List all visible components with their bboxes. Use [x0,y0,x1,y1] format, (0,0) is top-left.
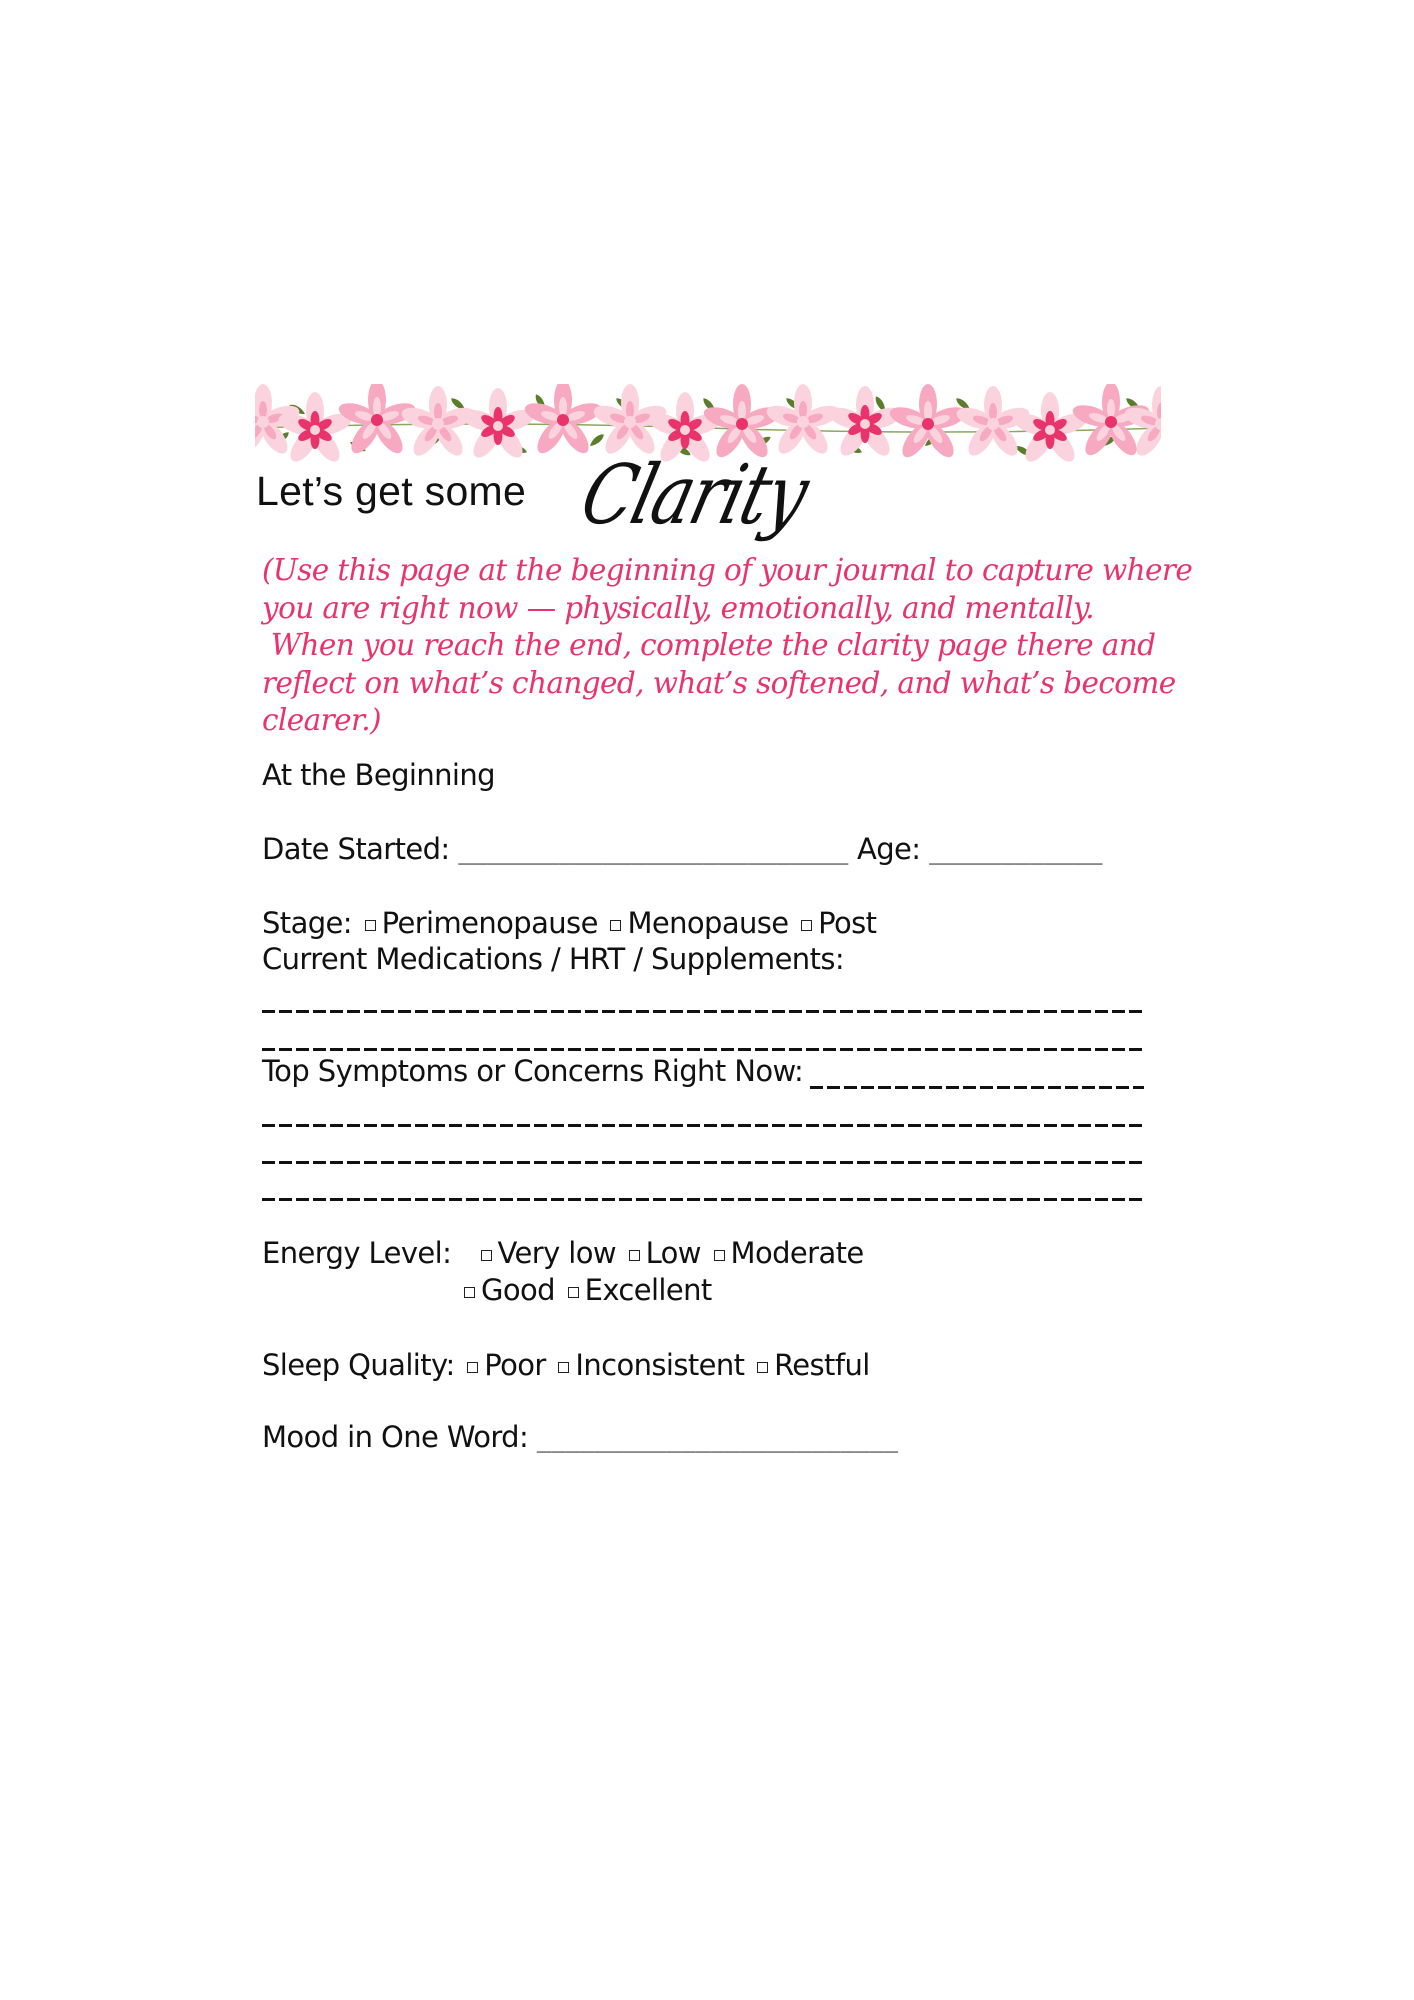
checkbox-poor[interactable] [467,1362,478,1373]
energy-row [262,1236,864,1270]
intro-line: When you reach the end, complete the clarity page there and [262,628,1156,662]
stage-option-menopause: Menopause [627,906,789,940]
date-started-field[interactable]: ___________________________ [458,837,849,865]
title-script-word: Clarity [572,448,817,543]
intro-line: clearer.) [262,703,381,737]
sleep-option-restful: Restful [774,1348,870,1382]
mood-field[interactable]: _________________________ [536,1425,899,1453]
sleep-label: Sleep Quality: [262,1348,455,1382]
checkbox-moderate[interactable] [714,1250,725,1261]
sleep-option-poor: Poor [484,1348,546,1382]
symptoms-label: Top Symptoms or Concerns Right Now: [262,1054,804,1088]
medications-line-1[interactable] [262,1010,1142,1013]
checkbox-good[interactable] [464,1287,475,1298]
stage-label: Stage: [262,906,352,940]
symptoms-row [262,1054,803,1088]
checkbox-post[interactable] [801,920,812,931]
date-age-row [262,832,1102,866]
energy-option-low: Low [645,1236,701,1270]
age-label: Age: [857,832,921,866]
title-plain-text: Let’s get some [256,468,527,514]
sleep-option-inconsistent: Inconsistent [575,1348,745,1382]
stage-option-post: Post [818,906,877,940]
checkbox-inconsistent[interactable] [558,1362,569,1373]
mood-row [262,1420,898,1454]
intro-line: you are right now — physically, emotionally, and mentally. [262,590,1094,625]
intro-line: (Use this page at the beginning of your journal to capture where [262,553,1193,587]
energy-label: Energy Level: [262,1236,452,1270]
medications-line-2[interactable] [262,1048,1142,1051]
energy-option-moderate: Moderate [730,1236,864,1270]
checkbox-very-low[interactable] [481,1250,492,1261]
medications-label: Current Medications / HRT / Supplements: [262,942,845,976]
mood-label: Mood in One Word: [262,1420,529,1454]
age-field[interactable]: ____________ [929,837,1103,865]
symptoms-inline-field[interactable] [810,1086,1144,1089]
energy-option-very-low: Very low [497,1236,616,1270]
stage-option-perimenopause: Perimenopause [381,906,598,940]
symptoms-line-3[interactable] [262,1198,1142,1201]
intro-instructions [262,552,1193,740]
checkbox-perimenopause[interactable] [365,920,376,931]
symptoms-line-1[interactable] [262,1124,1142,1127]
checkbox-low[interactable] [629,1250,640,1261]
sleep-row [262,1348,870,1382]
symptoms-line-2[interactable] [262,1161,1142,1164]
checkbox-menopause[interactable] [610,920,621,931]
stage-row [262,906,876,940]
checkbox-excellent[interactable] [568,1287,579,1298]
intro-line: reflect on what’s changed, what’s softened, and what’s become [262,665,1176,700]
energy-option-good: Good [481,1273,555,1307]
checkbox-restful[interactable] [757,1362,768,1373]
date-started-label: Date Started: [262,832,450,866]
energy-row-2 [460,1273,712,1307]
section-heading: At the Beginning [262,758,495,792]
energy-option-excellent: Excellent [584,1273,712,1307]
